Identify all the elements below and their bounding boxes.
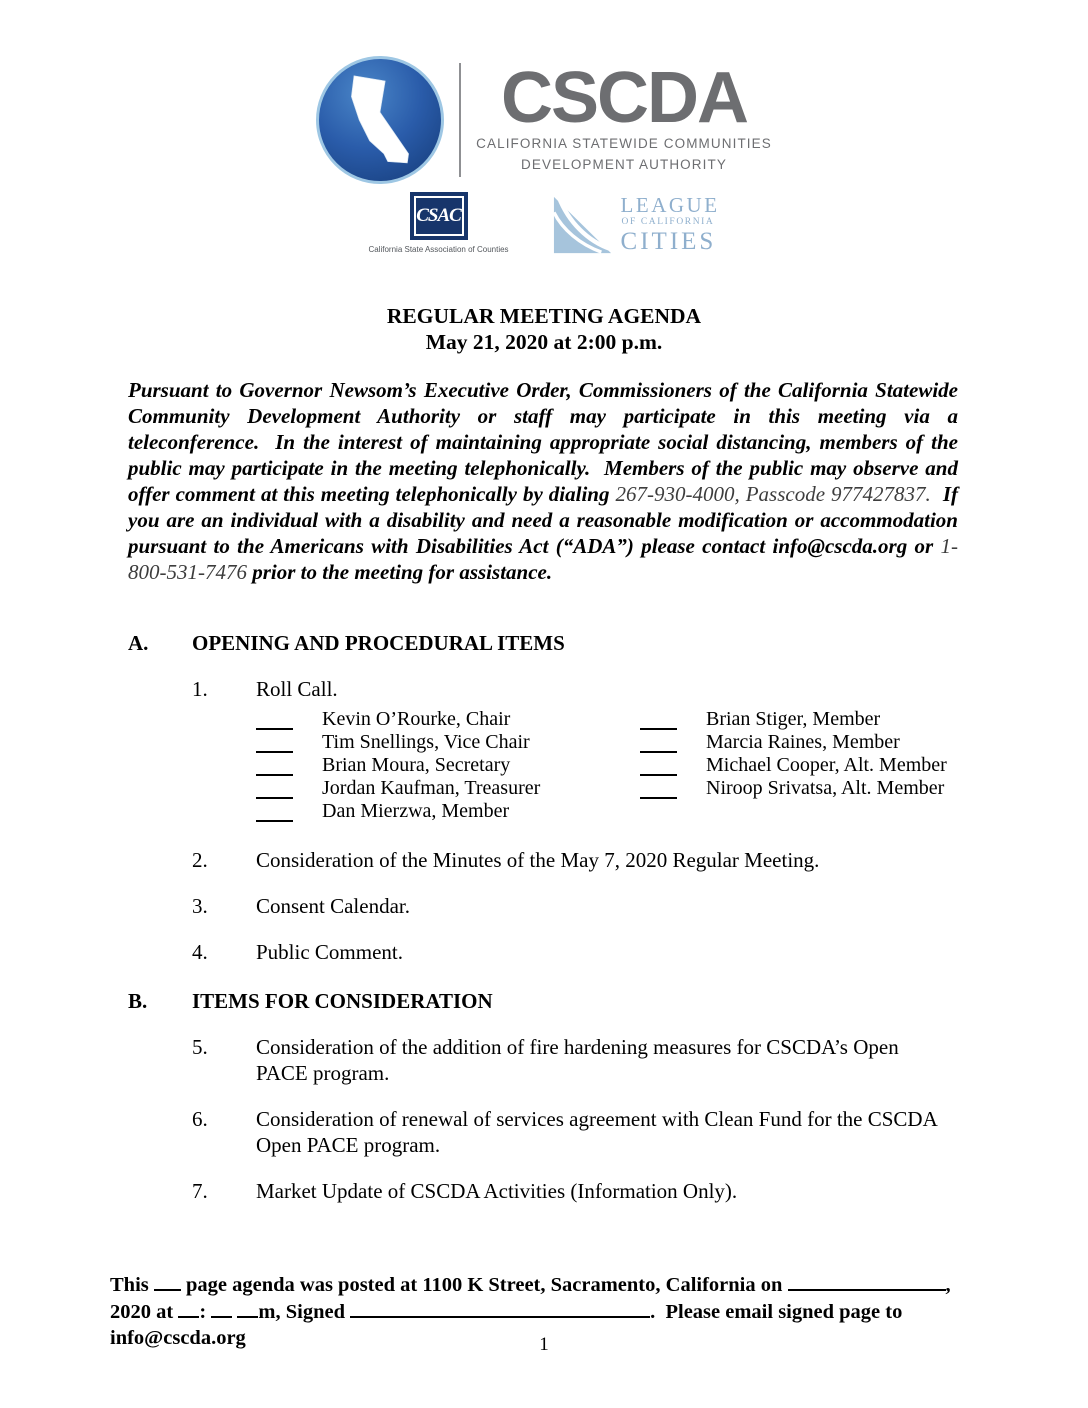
brand-subtitle [476,134,772,175]
footer-text-3: , 2020 at [110,1274,951,1323]
section-b-title: ITEMS FOR CONSIDERATION [192,989,493,1014]
california-state-icon [341,73,419,167]
rollcall-name: Dan Mierzwa, Member [322,800,510,823]
footer-text-2: page agenda was posted at 1100 K Street, Sacramento, California on [186,1274,783,1296]
rollcall-row [640,730,947,753]
rollcall-blank-line [640,736,677,753]
dial-in-number-link[interactable]: 267-930-4000, Passcode 977427837. [615,482,931,507]
rollcall-blank-line [640,759,677,776]
brand-text-block [476,58,772,175]
rollcall-left-column [256,707,640,822]
csac-acronym: CSAC [416,205,461,226]
item-4-text: Public Comment. [256,940,403,965]
logo-divider [459,63,461,177]
rollcall-name: Jordan Kaufman, Treasurer [322,777,541,800]
rollcall-row [640,707,947,730]
agenda-item-1 [192,676,1088,702]
minute-blank-line [211,1301,232,1318]
rollcall-row [256,776,640,799]
cscda-logo [0,0,1088,184]
notice-text-3: prior to the meeting for assistance. [247,560,553,585]
brand-subtitle-line1: CALIFORNIA STATEWIDE COMMUNITIES [476,136,772,152]
teleconference-notice [128,377,958,585]
posting-date-blank-line [788,1274,946,1291]
rollcall-blank-line [256,713,293,730]
footer-text-4: : [199,1300,207,1323]
document-title [0,303,1088,355]
agenda-item-4 [192,939,1088,965]
rollcall-row [256,707,640,730]
ada-phone-link[interactable]: 1-800-531-7476 [128,534,958,585]
california-globe-icon [316,56,444,184]
page-count-blank-line [154,1274,181,1291]
signature-blank-line [350,1301,650,1318]
rollcall-row [256,730,640,753]
rollcall-blank-line [256,759,293,776]
item-3-text: Consent Calendar. [256,894,410,919]
item-2-number: 2. [192,848,208,873]
section-a-letter: A. [128,631,149,656]
agenda-item-5 [192,1034,1088,1086]
item-7-number: 7. [192,1179,208,1204]
rollcall-name: Brian Moura, Secretary [322,754,511,777]
section-a-title: OPENING AND PROCEDURAL ITEMS [192,631,565,656]
agenda-item-3 [192,893,1088,919]
footer-text-6: . Please email signed page to info@cscda.org [110,1300,903,1349]
csac-logo-frame [414,196,464,236]
page-number: 1 [539,1334,549,1355]
brand-subtitle-line2: DEVELOPMENT AUTHORITY [521,156,727,172]
rollcall-name: Brian Stiger, Member [706,708,881,731]
rollcall-row [256,753,640,776]
partner-logos-row [0,192,1088,255]
section-a-heading [128,631,1088,656]
notice-text-2: If you are an individual with a disability and need a reasonable modification or accommodation pursuant to the Americans with Disabilities Act (“ADA”) please contact info@cscda.org or [128,482,958,559]
footer-text-5: m, Signed [258,1300,345,1323]
footer-text-1: This [110,1274,149,1296]
rollcall-blank-line [256,736,293,753]
item-4-number: 4. [192,940,208,965]
agenda-item-7 [192,1178,1088,1204]
section-b-letter: B. [128,989,148,1014]
agenda-item-2 [192,847,1088,873]
rollcall-name: Kevin O’Rourke, Chair [322,708,511,731]
rollcall-blank-line [256,782,293,799]
item-1-text: Roll Call. [256,677,338,702]
section-b-heading [128,989,1088,1014]
notice-text-1: Pursuant to Governor Newsom’s Executive Order, Commissioners of the California Statewide Community Development Authority or staff may participate in this meeting via a teleconference. In the interest of maintaining appropriate social distancing, members of the public may participate in the meeting telephonically. Members of the public may observe and offer comment at this meeting telephonically by dialing [128,378,958,507]
rollcall-name: Tim Snellings, Vice Chair [322,731,530,754]
rollcall-blank-line [640,713,677,730]
rollcall-row [256,799,640,822]
csac-caption: California State Association of Counties [368,245,509,254]
meeting-datetime: May 21, 2020 at 2:00 p.m. [425,330,663,355]
league-swoosh-icon [551,195,613,255]
item-5-number: 5. [192,1035,208,1060]
rollcall-name: Niroop Srivatsa, Alt. Member [706,777,945,800]
item-5-text: Consideration of the addition of fire hardening measures for CSCDA’s Open PACE program. [256,1035,899,1086]
meeting-title: REGULAR MEETING AGENDA [386,304,702,329]
hour-blank-line [178,1301,199,1318]
league-line3: CITIES [620,228,717,256]
item-2-text: Consideration of the Minutes of the May 7, 2020 Regular Meeting. [256,848,820,873]
csac-logo [368,192,508,254]
league-line2: OF CALIFORNIA [621,217,715,228]
item-3-number: 3. [192,894,208,919]
league-text-block [621,194,720,255]
league-of-california-cities-logo [551,194,720,255]
rollcall-list [256,707,1088,822]
rollcall-name: Marcia Raines, Member [706,731,900,754]
rollcall-blank-line [640,782,677,799]
brand-name: CSCDA [500,58,747,139]
item-6-number: 6. [192,1107,208,1132]
item-1-number: 1. [192,677,208,702]
rollcall-name: Michael Cooper, Alt. Member [706,754,947,777]
agenda-item-6 [192,1106,1088,1158]
csac-logo-box [410,192,468,240]
rollcall-right-column [640,707,947,822]
item-7-text: Market Update of CSCDA Activities (Information Only). [256,1179,738,1204]
rollcall-row [640,776,947,799]
meridiem-blank-line [237,1301,258,1318]
item-6-text: Consideration of renewal of services agreement with Clean Fund for the CSCDA Open PACE program. [256,1107,937,1158]
league-line1: LEAGUE [620,193,720,217]
rollcall-blank-line [256,805,293,822]
rollcall-row [640,753,947,776]
